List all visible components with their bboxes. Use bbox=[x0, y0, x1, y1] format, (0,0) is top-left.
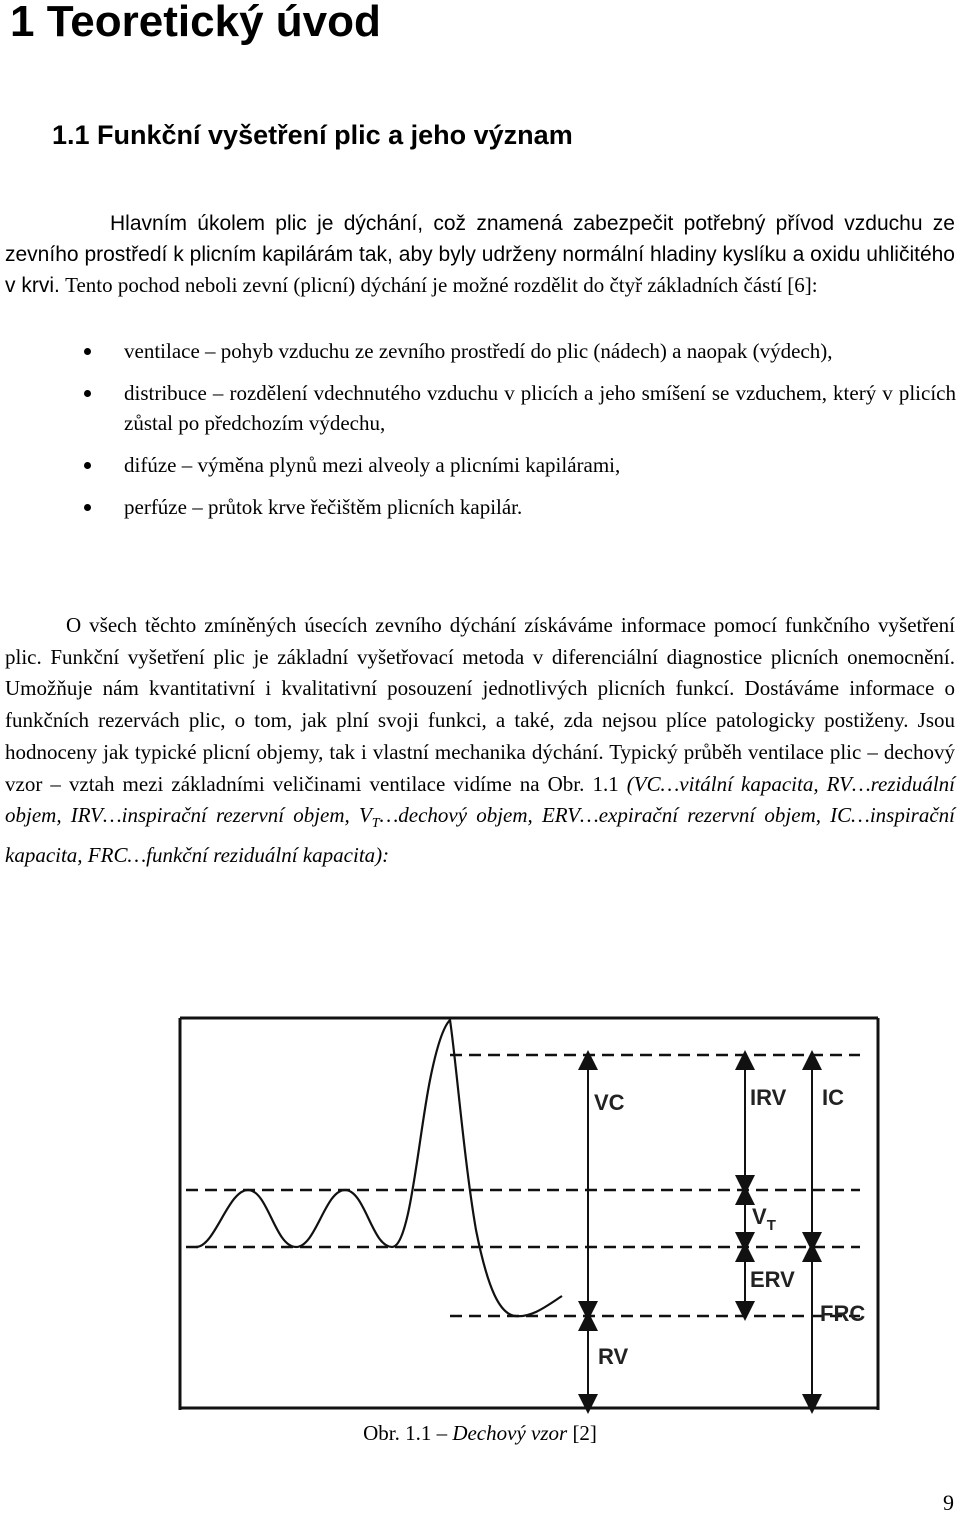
list-item bbox=[84, 378, 956, 438]
list-item-text: perfúze – průtok krve řečištěm plicních kapilár. bbox=[124, 495, 523, 519]
vt-label bbox=[752, 1204, 776, 1234]
caption-title: Dechový vzor bbox=[452, 1421, 568, 1445]
paragraph-main-text: O všech těchto zmíněných úsecích zevního dýchání získáváme informace pomocí funkčního vyšetření plic. Funkční vyšetření plic je základní vyšetřovací metoda v diferenciální diagnostice plicních onemocnění. Umožňuje nám kvantitativní i kvalitativní posouzení jednotlivých plicních funkcí. Dostáváme informace o funkčních rezervách plic, o tom, jak plní svoji funkci, a také, zda nejsou plíce patologicky postiženy. Jsou hodnoceny jak typické plicní objemy, tak i vlastní mechanika dýchání. Typický průběh ventilace plic – dechový vzor – vztah mezi základními veličinami ventilace vidíme na Obr. 1.1 bbox=[5, 613, 955, 796]
intro-lead-text: Hlavním úkolem plic je dýchání, což znamená zabezpečit potřebný přívod vzduchu ze zevního prostředí k plicním kapilárám tak, aby byly udrženy normální hladiny kyslíku a oxidu uhličitého v krvi. bbox=[5, 212, 955, 297]
list-item-text: difúze – výměna plynů mezi alveoly a plicními kapilárami, bbox=[124, 453, 621, 477]
body-paragraph bbox=[5, 610, 955, 872]
list-item bbox=[84, 492, 956, 522]
erv-label: ERV bbox=[750, 1267, 795, 1292]
list-item-text: distribuce – rozdělení vdechnutého vzduchu v plicích a jeho smíšení se vzduchem, který v plicích zůstal po předchozím výdechu, bbox=[124, 381, 956, 435]
caption-prefix: Obr. 1.1 – bbox=[363, 1421, 453, 1445]
intro-rest-text: Tento pochod neboli zevní (plicní) dýchání je možné rozdělit do čtyř základních částí [6]: bbox=[65, 273, 818, 297]
intro-paragraph bbox=[5, 208, 955, 301]
page-number: 9 bbox=[943, 1490, 954, 1515]
bullet-icon bbox=[84, 462, 91, 469]
frc-label: FRC bbox=[820, 1301, 866, 1326]
vc-label: VC bbox=[594, 1090, 625, 1115]
legend-subscript: T bbox=[371, 816, 380, 832]
section-heading: 1.1 Funkční vyšetření plic a jeho význam bbox=[52, 120, 573, 150]
respiration-parts-list bbox=[84, 336, 956, 534]
vt-label-main: V bbox=[752, 1204, 767, 1229]
legend-text-pre: (VC…vitální kapacita, RV…reziduální objem, IRV…inspirační rezervní objem, V bbox=[5, 771, 955, 828]
ic-label: IC bbox=[822, 1085, 844, 1110]
breathing-curve bbox=[196, 1020, 562, 1316]
bullet-icon bbox=[84, 390, 91, 397]
legend-text-post: …dechový objem, ERV…expirační rezervní objem, IC…inspirační kapacita, FRC…funkční reziduální kapacita): bbox=[5, 803, 955, 868]
list-item-text: ventilace – pohyb vzduchu ze zevního prostředí do plic (nádech) a naopak (výdech), bbox=[124, 339, 833, 363]
list-item bbox=[84, 336, 956, 366]
rv-label: RV bbox=[598, 1344, 629, 1369]
vt-label-sub: T bbox=[766, 1217, 776, 1234]
bullet-icon bbox=[84, 348, 91, 355]
list-item bbox=[84, 450, 956, 480]
bullet-icon bbox=[84, 504, 91, 511]
figure-caption bbox=[0, 1418, 960, 1448]
irv-label: IRV bbox=[750, 1085, 787, 1110]
caption-source: [2] bbox=[567, 1421, 597, 1445]
chapter-heading: 1 Teoretický úvod bbox=[10, 0, 381, 46]
